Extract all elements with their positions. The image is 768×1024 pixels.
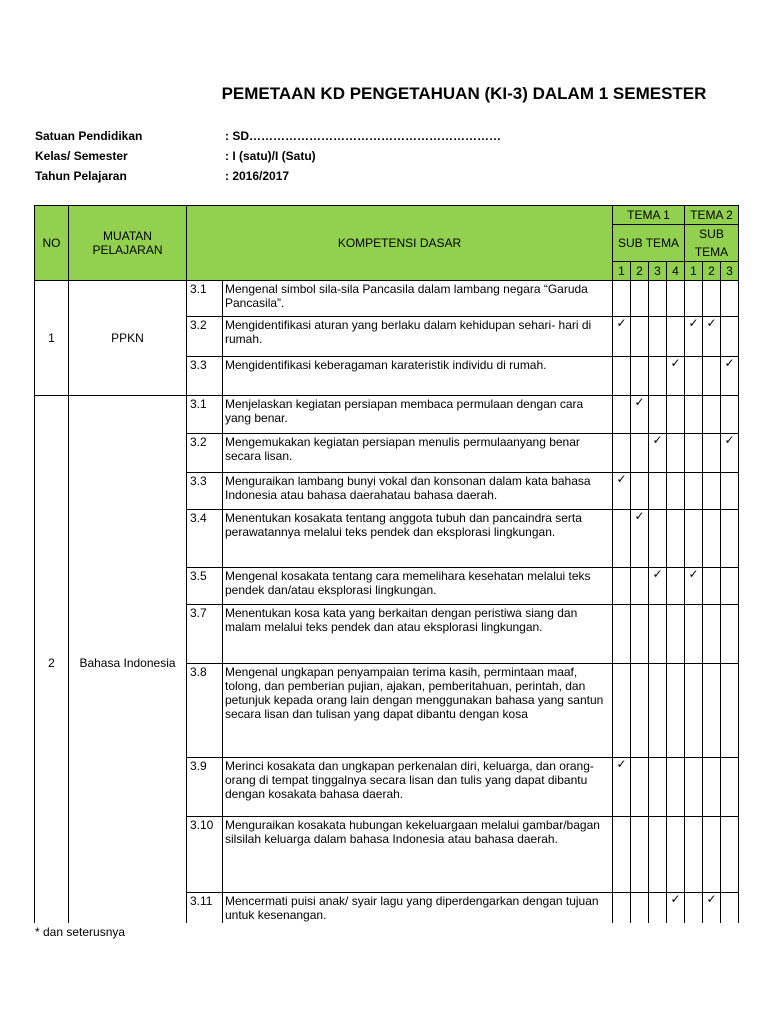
check-cell <box>721 281 739 317</box>
check-cell <box>649 817 667 893</box>
check-cell <box>613 396 631 434</box>
kd-description: Menguraikan lambang bunyi vokal dan konsonan dalam kata bahasa Indonesia atau bahasa daerahatau bahasa daerah. <box>223 473 613 510</box>
header-subtema-number: 3 <box>649 262 667 281</box>
check-cell <box>685 758 703 817</box>
header-subtema-number: 1 <box>613 262 631 281</box>
check-cell <box>667 758 685 817</box>
kd-description: Mencermati puisi anak/ syair lagu yang diperdengarkan dengan tujuan untuk kesenangan. <box>223 893 613 924</box>
check-cell <box>631 357 649 396</box>
kd-code: 3.3 <box>187 357 223 396</box>
check-cell <box>703 817 721 893</box>
check-cell <box>631 434 649 473</box>
checkmark-icon: ✓ <box>703 317 721 357</box>
check-cell <box>649 605 667 664</box>
checkmark-icon: ✓ <box>649 434 667 473</box>
kd-description: Menentukan kosakata tentang anggota tubuh dan pancaindra serta perawatannya melalui teks pendek dan eksplorasi lingkungan. <box>223 510 613 568</box>
header-kompetensi-dasar: KOMPETENSI DASAR <box>187 206 613 281</box>
meta-block <box>35 129 501 189</box>
checkmark-icon: ✓ <box>667 357 685 396</box>
check-cell <box>667 605 685 664</box>
check-cell <box>613 568 631 605</box>
mapping-table-wrapper <box>34 205 768 923</box>
checkmark-icon: ✓ <box>667 893 685 924</box>
check-cell <box>703 758 721 817</box>
kd-code: 3.2 <box>187 317 223 357</box>
check-cell <box>703 473 721 510</box>
check-cell <box>685 510 703 568</box>
kd-description: Mengenal simbol sila-sila Pancasila dalam lambang negara “Garuda Pancasila”. <box>223 281 613 317</box>
check-cell <box>667 568 685 605</box>
kd-description: Mengenal ungkapan penyampaian terima kasih, permintaan maaf, tolong, dan pemberian pujian, ajakan, pemberitahuan, perintah, dan petunjuk kepada orang lain dengan menggunakan bahasa yang santun secara lisan dan tulisan yang dapat dibantu dengan kosa <box>223 664 613 758</box>
row-number: 1 <box>35 281 69 396</box>
meta-value: : 2016/2017 <box>225 169 290 183</box>
check-cell <box>649 396 667 434</box>
kd-description: Menentukan kosa kata yang berkaitan dengan peristiwa siang dan malam melalui teks pendek dan atau eksplorasi lingkungan. <box>223 605 613 664</box>
page-title: PEMETAAN KD PENGETAHUAN (KI-3) DALAM 1 SEMESTER <box>221 84 707 103</box>
meta-row <box>35 149 501 169</box>
check-cell <box>703 281 721 317</box>
check-cell <box>631 605 649 664</box>
check-cell <box>631 568 649 605</box>
checkmark-icon: ✓ <box>685 317 703 357</box>
check-cell <box>721 473 739 510</box>
check-cell <box>685 817 703 893</box>
kd-code: 3.4 <box>187 510 223 568</box>
check-cell <box>667 317 685 357</box>
kd-code: 3.8 <box>187 664 223 758</box>
check-cell <box>613 664 631 758</box>
checkmark-icon: ✓ <box>685 568 703 605</box>
check-cell <box>631 281 649 317</box>
header-muatan: MUATAN PELAJARAN <box>69 206 187 281</box>
check-cell <box>613 357 631 396</box>
check-cell <box>721 510 739 568</box>
mapping-table <box>34 205 739 923</box>
header-subtema-1: SUB TEMA <box>613 225 685 262</box>
check-cell <box>649 664 667 758</box>
check-cell <box>631 758 649 817</box>
subject-name: Bahasa Indonesia <box>69 396 187 924</box>
check-cell <box>631 664 649 758</box>
check-cell <box>649 758 667 817</box>
kd-code: 3.2 <box>187 434 223 473</box>
check-cell <box>613 817 631 893</box>
check-cell <box>721 664 739 758</box>
checkmark-icon: ✓ <box>613 758 631 817</box>
check-cell <box>649 893 667 924</box>
check-cell <box>721 893 739 924</box>
check-cell <box>667 396 685 434</box>
check-cell <box>667 664 685 758</box>
kd-description: Merinci kosakata dan ungkapan perkenalan diri, keluarga, dan orang-orang di tempat tinggalnya secara lisan dan tulis yang dapat dibantu dengan kosakata bahasa daerah. <box>223 758 613 817</box>
header-subtema-number: 3 <box>721 262 739 281</box>
checkmark-icon: ✓ <box>613 473 631 510</box>
meta-label: Tahun Pelajaran <box>35 169 127 183</box>
meta-value: : SD……………………………………………………… <box>225 129 501 143</box>
check-cell <box>721 396 739 434</box>
checkmark-icon: ✓ <box>721 357 739 396</box>
kd-description: Menjelaskan kegiatan persiapan membaca permulaan dengan cara yang benar. <box>223 396 613 434</box>
row-number: 2 <box>35 396 69 924</box>
check-cell <box>667 510 685 568</box>
header-subtema-number: 4 <box>667 262 685 281</box>
check-cell <box>721 605 739 664</box>
check-cell <box>613 893 631 924</box>
header-tema-1: TEMA 1 <box>613 206 685 225</box>
meta-row <box>35 169 501 189</box>
check-cell <box>667 473 685 510</box>
check-cell <box>631 473 649 510</box>
checkmark-icon: ✓ <box>649 568 667 605</box>
subject-name: PPKN <box>69 281 187 396</box>
check-cell <box>667 434 685 473</box>
check-cell <box>667 817 685 893</box>
check-cell <box>721 568 739 605</box>
kd-description: Mengenal kosakata tentang cara memelihara kesehatan melalui teks pendek dan/atau eksplorasi lingkungan. <box>223 568 613 605</box>
meta-value: : I (satu)/I (Satu) <box>225 149 316 163</box>
check-cell <box>703 357 721 396</box>
checkmark-icon: ✓ <box>703 893 721 924</box>
header-subtema-number: 2 <box>631 262 649 281</box>
meta-label: Kelas/ Semester <box>35 149 128 163</box>
header-subtema-number: 2 <box>703 262 721 281</box>
check-cell <box>703 568 721 605</box>
check-cell <box>685 473 703 510</box>
header-tema-2: TEMA 2 <box>685 206 739 225</box>
kd-description: Mengemukakan kegiatan persiapan menulis permulaanyang benar secara lisan. <box>223 434 613 473</box>
check-cell <box>685 434 703 473</box>
check-cell <box>649 473 667 510</box>
check-cell <box>613 510 631 568</box>
kd-code: 3.10 <box>187 817 223 893</box>
kd-code: 3.11 <box>187 893 223 924</box>
footnote: * dan seterusnya <box>35 925 126 939</box>
checkmark-icon: ✓ <box>721 434 739 473</box>
check-cell <box>685 605 703 664</box>
check-cell <box>649 357 667 396</box>
meta-row <box>35 129 501 149</box>
check-cell <box>613 434 631 473</box>
check-cell <box>703 510 721 568</box>
kd-code: 3.7 <box>187 605 223 664</box>
check-cell <box>703 664 721 758</box>
check-cell <box>703 434 721 473</box>
check-cell <box>613 281 631 317</box>
check-cell <box>721 317 739 357</box>
check-cell <box>649 510 667 568</box>
table-row <box>35 281 739 317</box>
check-cell <box>721 758 739 817</box>
kd-description: Menguraikan kosakata hubungan kekeluargaan melalui gambar/bagan silsilah keluarga dalam bahasa Indonesia atau bahasa daerah. <box>223 817 613 893</box>
check-cell <box>631 817 649 893</box>
check-cell <box>631 893 649 924</box>
check-cell <box>721 817 739 893</box>
check-cell <box>685 357 703 396</box>
check-cell <box>613 605 631 664</box>
table-row <box>35 396 739 434</box>
kd-description: Mengidentifikasi keberagaman karateristik individu di rumah. <box>223 357 613 396</box>
header-no: NO <box>35 206 69 281</box>
meta-label: Satuan Pendidikan <box>35 129 143 143</box>
header-subtema-2: SUB TEMA <box>685 225 739 262</box>
checkmark-icon: ✓ <box>613 317 631 357</box>
check-cell <box>703 605 721 664</box>
check-cell <box>685 893 703 924</box>
check-cell <box>649 317 667 357</box>
kd-description: Mengidentifikasi aturan yang berlaku dalam kehidupan sehari- hari di rumah. <box>223 317 613 357</box>
checkmark-icon: ✓ <box>631 396 649 434</box>
check-cell <box>703 396 721 434</box>
kd-code: 3.1 <box>187 396 223 434</box>
check-cell <box>685 396 703 434</box>
check-cell <box>649 281 667 317</box>
check-cell <box>631 317 649 357</box>
kd-code: 3.9 <box>187 758 223 817</box>
header-subtema-number: 1 <box>685 262 703 281</box>
kd-code: 3.5 <box>187 568 223 605</box>
check-cell <box>685 664 703 758</box>
check-cell <box>667 281 685 317</box>
kd-code: 3.3 <box>187 473 223 510</box>
checkmark-icon: ✓ <box>631 510 649 568</box>
kd-code: 3.1 <box>187 281 223 317</box>
check-cell <box>685 281 703 317</box>
